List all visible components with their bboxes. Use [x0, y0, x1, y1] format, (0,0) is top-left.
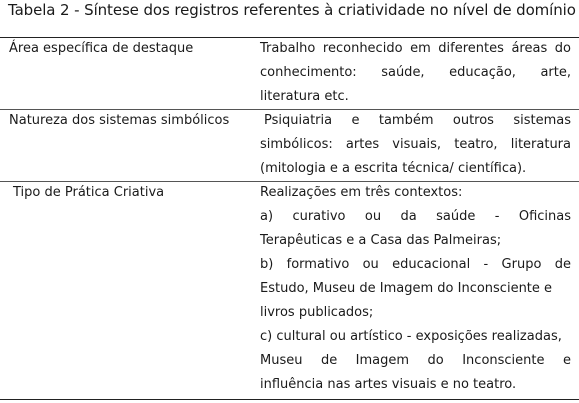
text-line: Museu de Imagem do Inconsciente e	[260, 353, 571, 368]
text-line: b) formativo ou educacional - Grupo de	[260, 257, 571, 272]
text-line: livros publicados;	[260, 305, 374, 320]
text-line: (mitologia e a escrita técnica/ científica).	[260, 161, 527, 176]
text-line: conhecimento: saúde, educação, arte,	[260, 65, 571, 80]
text-line: literatura etc.	[260, 89, 349, 104]
row-label-tipo-pratica: Tipo de Prática Criativa	[13, 185, 165, 200]
row-label-area-especifica: Área específica de destaque	[9, 41, 194, 56]
text-line: influência nas artes visuais e no teatro.	[260, 377, 517, 392]
text-line: simbólicos: artes visuais, teatro, literatura	[260, 137, 571, 152]
text-line: a) curativo ou da saúde - Oficinas	[260, 209, 571, 224]
table-bottom-rule	[0, 399, 579, 400]
row-label-natureza-sistemas: Natureza dos sistemas simbólicos	[9, 113, 230, 128]
text-line: c) cultural ou artístico - exposições realizadas,	[260, 329, 562, 344]
row-value-tipo-pratica	[260, 181, 571, 397]
text-line: Psiquiatria e também outros sistemas	[264, 113, 571, 128]
row-value-natureza-sistemas	[260, 109, 571, 181]
text-line: Realizações em três contextos:	[260, 185, 463, 200]
text-line: Estudo, Museu de Imagem do Inconsciente e	[260, 281, 553, 296]
row-value-area-especifica	[260, 37, 571, 109]
text-line: Trabalho reconhecido em diferentes áreas do	[260, 41, 571, 56]
table-caption: Tabela 2 - Síntese dos registros referentes à criatividade no nível de domínio	[8, 1, 576, 19]
text-line: Terapêuticas e a Casa das Palmeiras;	[260, 233, 502, 248]
